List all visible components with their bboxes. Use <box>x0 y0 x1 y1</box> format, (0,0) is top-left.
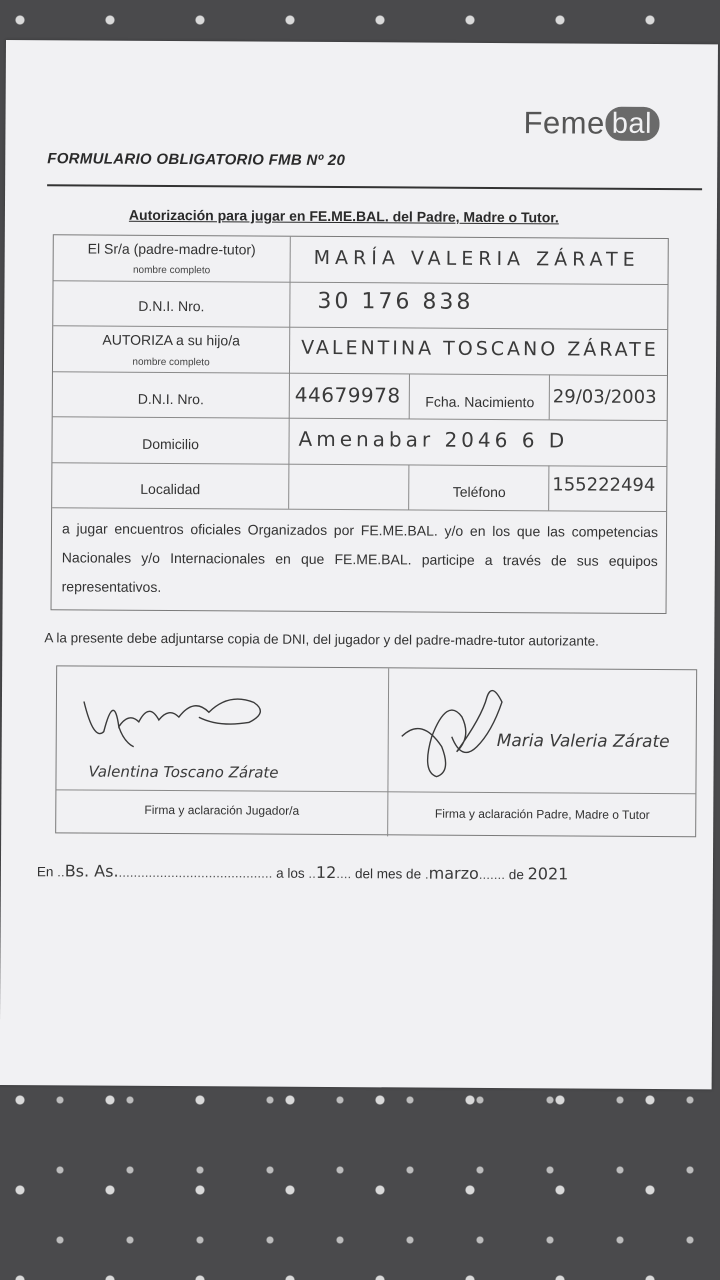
row-divider <box>52 462 666 467</box>
child-dni-label: D.N.I. Nro. <box>137 390 204 408</box>
phone-value: 155222494 <box>552 474 656 496</box>
child-sublabel: nombre completo <box>132 356 210 369</box>
col-divider <box>548 465 549 510</box>
birth-date-label: Fcha. Nacimiento <box>425 393 535 411</box>
tutor-printed-name: Maria Valeria Zárate <box>496 731 670 753</box>
date-year-value: 2021 <box>527 864 569 884</box>
row-divider <box>53 325 667 330</box>
player-signature-label: Firma y aclaración Jugador/a <box>144 802 300 818</box>
form-subtitle: Autorización para jugar en FE.ME.BAL. del Padre, Madre o Tutor. <box>128 206 559 226</box>
child-name-value: VALENTINA TOSCANO ZÁRATE <box>301 336 659 361</box>
date-month-label: del mes de <box>355 866 422 882</box>
date-day-value: 12 <box>315 862 337 883</box>
row-divider <box>53 416 667 421</box>
date-month-value: marzo <box>428 863 479 883</box>
parent-sublabel: nombre completo <box>132 264 211 277</box>
tutor-signature-label: Firma y aclaración Padre, Madre o Tutor <box>434 806 650 822</box>
signature-box <box>55 665 697 837</box>
date-line: En ..Bs. As.......................................... a los ..12.... del mes de .marzo....... de 2021 <box>36 861 569 884</box>
title-rule <box>47 184 702 190</box>
city-label: Localidad <box>140 480 201 498</box>
form-title: FORMULARIO OBLIGATORIO FMB Nº 20 <box>47 150 346 170</box>
sig-row-divider <box>56 789 695 794</box>
tutor-signature-icon <box>391 676 512 787</box>
date-place-value: Bs. As. <box>64 861 119 881</box>
phone-label: Teléfono <box>452 483 506 501</box>
player-signature-icon <box>79 681 279 752</box>
logo-pill: bal <box>606 107 660 141</box>
date-a-los-label: a los <box>276 865 305 881</box>
attachment-note: A la presente debe adjuntarse copia de DNI, del jugador y del padre-madre-tutor autorizante. <box>44 630 599 649</box>
row-divider <box>54 280 668 285</box>
date-de-label: de <box>508 867 524 883</box>
parent-dni-label: D.N.I. Nro. <box>138 297 205 315</box>
parent-name-value: MARÍA VALERIA ZÁRATE <box>313 246 640 271</box>
col-divider <box>549 374 550 419</box>
date-en-label: En <box>36 864 54 880</box>
authorization-paragraph: a jugar encuentros oficiales Organizados por FE.ME.BAL. y/o en los que las competencias Nacionales y/o Internacionales en que FE.ME.BAL. participe a través de sus equipos representativos. <box>61 520 659 595</box>
player-printed-name: Valentina Toscano Zárate <box>88 762 279 782</box>
parent-label: El Sr/a (padre-madre-tutor) <box>87 240 256 258</box>
col-divider <box>409 373 410 418</box>
address-value: Amenabar 2046 6 D <box>298 426 569 453</box>
row-divider <box>53 371 667 376</box>
femebal-logo <box>523 105 660 142</box>
authorization-table <box>51 234 669 614</box>
form-sheet <box>0 40 718 1089</box>
row-divider <box>52 507 666 512</box>
parent-dni-value: 30 176 838 <box>317 288 474 315</box>
birth-date-value: 29/03/2003 <box>552 386 657 408</box>
logo-text: Feme <box>523 105 605 141</box>
col-divider <box>408 464 409 509</box>
child-dni-value: 44679978 <box>294 382 401 408</box>
child-label: AUTORIZA a su hijo/a <box>102 331 240 349</box>
address-label: Domicilio <box>142 435 199 453</box>
